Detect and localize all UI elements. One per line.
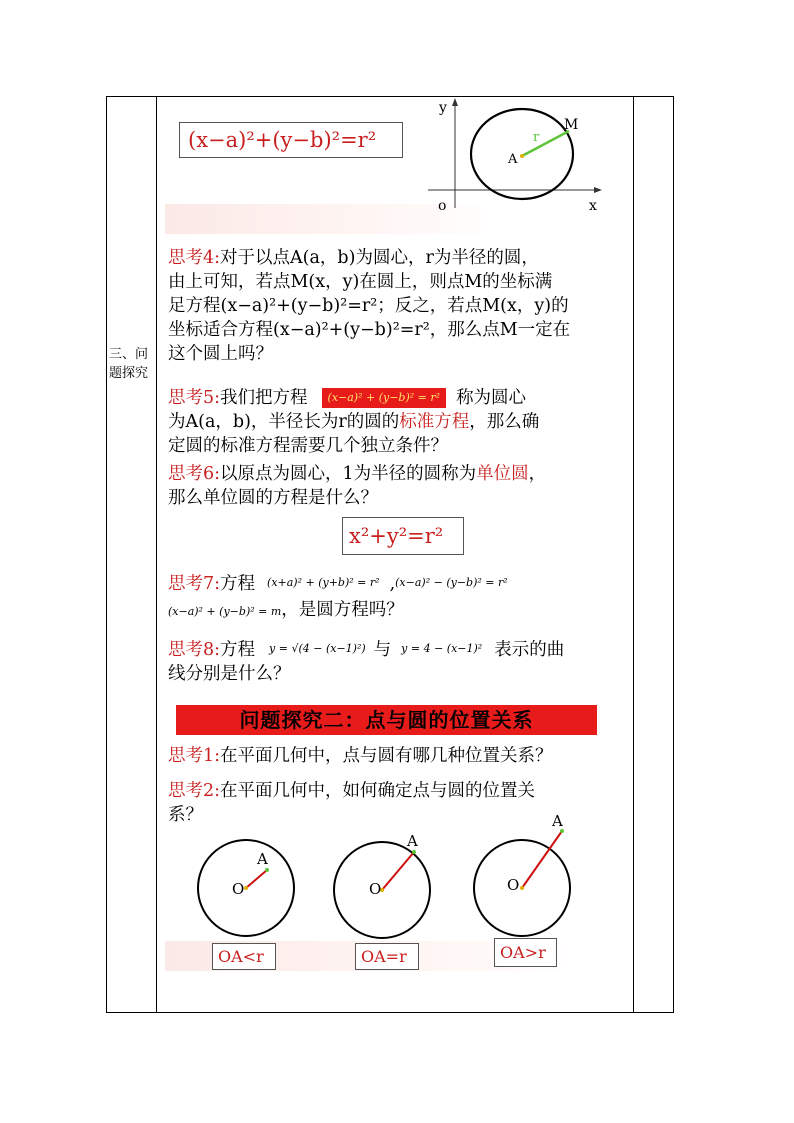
unit-circle-equation-box: x²+y²=r² — [342, 517, 464, 555]
think5-line2c: ，那么确 — [469, 412, 540, 432]
think4-block — [168, 246, 628, 366]
think4-line: 足方程(x−a)²+(y−b)²=r²；反之，若点M(x，y)的 — [168, 296, 569, 316]
table-divider-left — [156, 96, 157, 1013]
think8-formula-2: y = 4 − (x−1)² — [401, 642, 483, 655]
table-divider-right — [633, 96, 634, 1013]
think6-unit-circle: 单位圆 — [476, 464, 529, 484]
axis-y-label: y — [439, 100, 447, 116]
think7-post: ，是圆方程吗？ — [281, 600, 404, 620]
center-label-a: A — [508, 152, 518, 167]
radius-label-r: r — [533, 130, 540, 145]
q1-block — [168, 744, 638, 768]
relation-on-label: OA=r — [355, 943, 419, 970]
point-circle-diagrams — [160, 810, 630, 1010]
think6-line2: 那么单位圆的方程是什么？ — [168, 488, 378, 508]
think5-formula: (x−a)² + (y−b)² = r² — [322, 388, 447, 408]
think7-sep: , — [389, 574, 396, 594]
think6-tag: 思考6: — [168, 464, 221, 484]
think7-formula-1: (x+a)² + (y+b)² = r² — [267, 576, 380, 589]
think5-standard-equation: 标准方程 — [399, 412, 470, 432]
think5-pre: 我们把方程 — [220, 388, 308, 408]
think7-pre: 方程 — [220, 574, 256, 594]
think5-post: 称为圆心 — [456, 388, 527, 408]
circle1-point-label: A — [257, 850, 268, 868]
think5-block — [168, 386, 628, 458]
circle-on-diagram — [334, 832, 430, 938]
think7-formula-2: (x−a)² − (y−b)² = r² — [395, 576, 508, 589]
q2-line2: 系？ — [168, 805, 203, 825]
think4-tag: 思考4: — [168, 248, 221, 268]
think7-block — [168, 571, 638, 624]
circle-axes-diagram — [420, 96, 610, 216]
section-heading: 问题探究二：点与圆的位置关系 — [176, 705, 597, 735]
think8-formula-1: y = √(4 − (x−1)²) — [269, 642, 366, 655]
q2-tag: 思考2: — [168, 781, 221, 801]
think5-tag: 思考5: — [168, 388, 221, 408]
think7-formula-3: (x−a)² + (y−b)² = m — [168, 605, 282, 618]
think8-line2: 线分别是什么？ — [168, 664, 291, 684]
think8-block — [168, 637, 638, 686]
circle2-point-label: A — [407, 832, 418, 850]
think4-line: 这个圆上吗？ — [168, 344, 273, 364]
standard-equation-box: (x−a)²+(y−b)²=r² — [179, 122, 403, 158]
think6-block — [168, 462, 628, 510]
relation-outside-label: OA>r — [494, 938, 557, 967]
think8-post: 表示的曲 — [494, 640, 565, 660]
circle3-point-label: A — [552, 812, 563, 830]
think4-line: 坐标适合方程(x−a)²+(y−b)²=r²，那么点M一定在 — [168, 320, 571, 340]
think6-line1a: 以原点为圆心，1为半径的圆称为 — [220, 464, 477, 484]
think4-line: 对于以点A(a，b)为圆心，r为半径的圆， — [220, 248, 539, 268]
circle1-center-label: O — [232, 880, 245, 898]
circle2-center-label: O — [369, 880, 382, 898]
relation-inside-label: OA<r — [212, 943, 276, 970]
think8-tag: 思考8: — [168, 640, 221, 660]
think8-mid: 与 — [373, 640, 392, 660]
q2-line1: 在平面几何中，如何确定点与圆的位置关 — [220, 781, 536, 801]
circle3-center-label: O — [507, 876, 520, 894]
think6-line1c: ， — [528, 464, 547, 484]
q1-text: 在平面几何中，点与圆有哪几种位置关系？ — [220, 746, 553, 766]
axis-x-label: x — [589, 198, 597, 214]
think5-line3: 定圆的标准方程需要几个独立条件？ — [168, 436, 448, 456]
q1-tag: 思考1: — [168, 746, 221, 766]
circle-outside-diagram — [474, 812, 570, 936]
think4-line: 由上可知，若点M(x，y)在圆上，则点M的坐标满 — [168, 272, 553, 292]
think5-line2a: 为A(a，b)，半径长为r的圆的 — [168, 412, 400, 432]
section-label: 三、问题探究 — [109, 347, 149, 381]
circle-inside-diagram — [198, 840, 294, 936]
point-label-m: M — [564, 117, 579, 133]
origin-label: o — [438, 198, 447, 214]
think8-pre: 方程 — [220, 640, 256, 660]
think7-tag: 思考7: — [168, 574, 221, 594]
